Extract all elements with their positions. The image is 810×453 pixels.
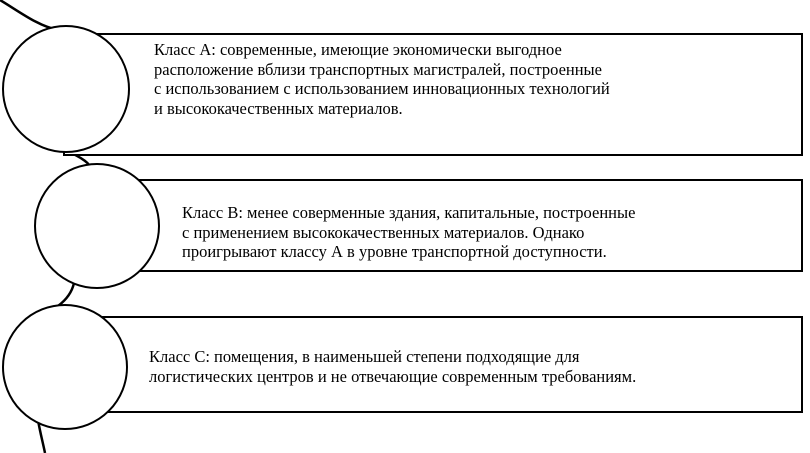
class-b-line: с применением высококачественных материалов. Однако xyxy=(182,222,585,242)
class-c-line: логистических центров и не отвечающие современным требованиям. xyxy=(149,366,637,386)
class-a-circle-marker xyxy=(2,25,130,153)
class-a-line: и высококачественных материалов. xyxy=(154,98,403,118)
class-b-line: проигрывают классу А в уровне транспортной доступности. xyxy=(182,242,607,261)
class-c-circle-marker xyxy=(2,304,128,430)
class-b-circle-marker xyxy=(34,163,160,289)
class-a-line: Класс А: современные, имеющие экономически выгодное xyxy=(154,40,562,59)
class-b-line: Класс В: менее соверменные здания, капитальные, построенные xyxy=(182,203,636,222)
class-a-line: с использованием с использованием инновационных технологий xyxy=(154,79,610,98)
class-a-line: расположение вблизи транспортных магистралей, построенные xyxy=(154,59,602,79)
connector-line xyxy=(58,283,74,306)
class-c-text xyxy=(149,347,636,386)
class-a-text xyxy=(154,40,610,118)
class-c-line: Класс С: помещения, в наименьшей степени подходящие для xyxy=(149,347,580,366)
class-b-text xyxy=(182,203,635,262)
connector-line xyxy=(0,0,58,30)
